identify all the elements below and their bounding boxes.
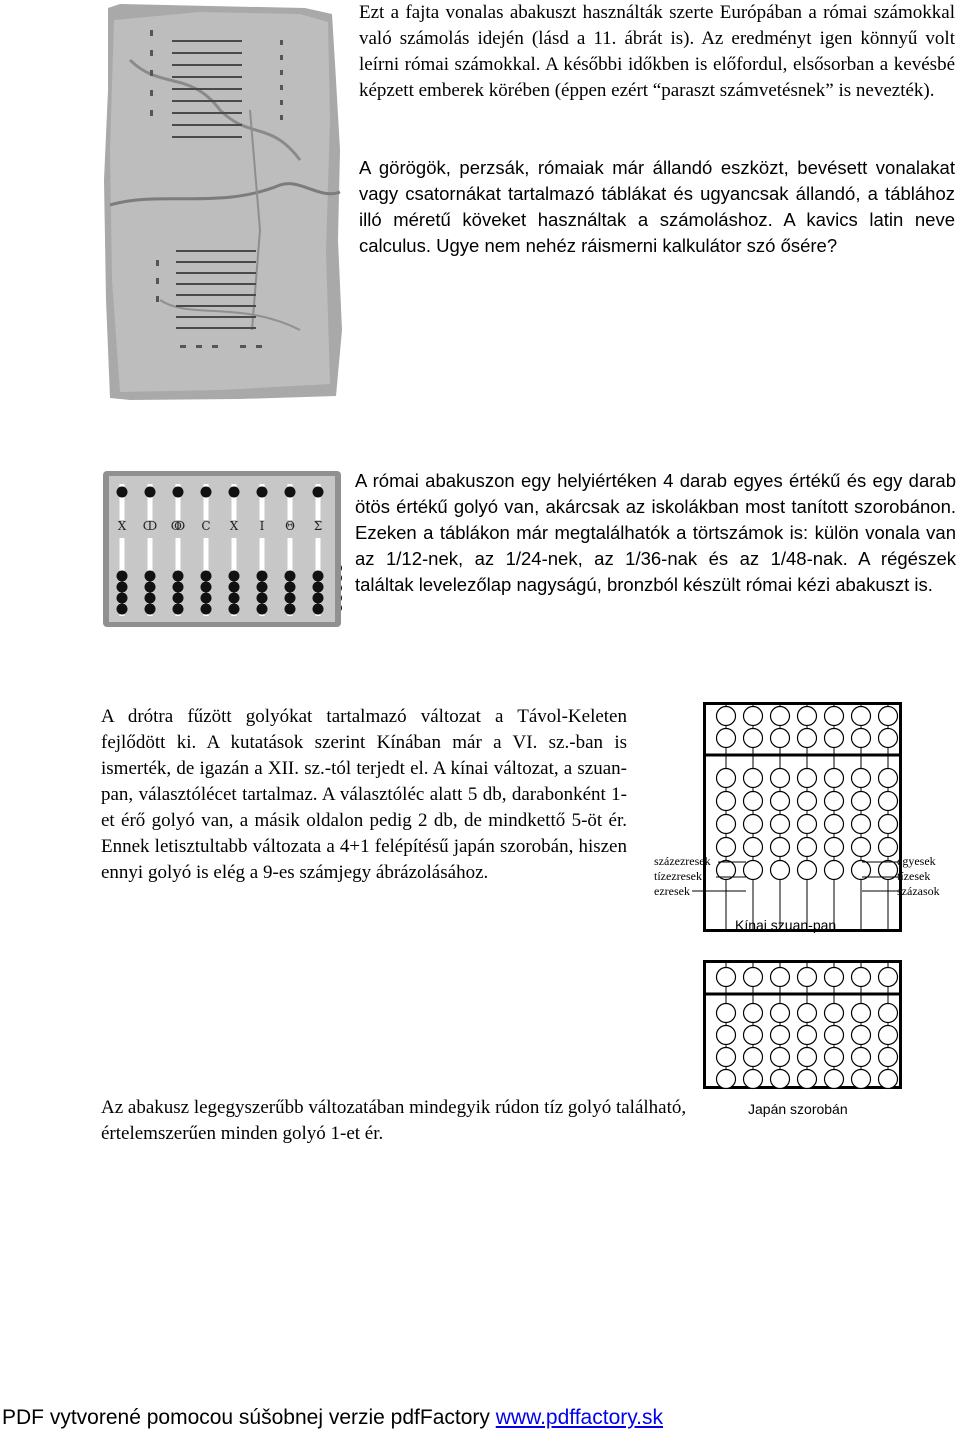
soroban-lower-bead [852,1070,871,1089]
suanpan-lower-bead [825,838,844,857]
soroban-lower-bead [771,1048,790,1067]
soroban-upper-bead [771,968,790,987]
roman-bead-one [285,593,296,604]
suanpan-lower-bead [717,815,736,834]
roman-bead-one [229,582,240,593]
suanpan-upper-bead [825,707,844,726]
label-egyesek: egyesek [897,854,936,868]
soroban-lower-bead [744,1070,763,1089]
roman-bead-one [285,571,296,582]
soroban-lower-bead [717,1004,736,1023]
soroban-lower-bead [825,1004,844,1023]
roman-bead-five [145,487,156,498]
suanpan-upper-bead [717,729,736,748]
suanpan-lower-bead [852,815,871,834]
roman-rod-symbol: ↀ [142,519,158,533]
roman-rod-symbol: Σ [313,519,323,533]
suanpan-lower-bead [717,838,736,857]
suanpan-lower-bead [798,769,817,788]
suanpan-upper-bead [879,729,898,748]
suanpan-right-labels [897,854,940,899]
soroban-lower-bead [717,1026,736,1045]
suanpan-caption: Kínai szuan-pan [735,917,837,933]
soroban-lower-bead [798,1026,817,1045]
soroban-lower-bead [798,1048,817,1067]
roman-bead-one [285,604,296,615]
suanpan-upper-bead [825,729,844,748]
roman-rod-symbol: X [229,519,239,533]
suanpan-lower-bead [825,861,844,880]
pdf-footer [2,1406,663,1430]
roman-bead-fraction [341,593,342,603]
suanpan-diagram [703,702,903,932]
paragraph-european-line-abacus: Ezt a fajta vonalas abakuszt használták szerte Európában a római számokkal való számolás idején (lásd a 11. ábrát is). Az eredményt igen könnyű volt leírni római számokkal. A későbbi időkben is előfordul, elsősorban a kevésbé képzett emberek körében (éppen ezért “paraszt számvetésnek” is nevezték). [359,2,955,101]
suanpan-lower-bead [852,769,871,788]
label-szazezresek: százezresek [654,854,711,868]
soroban-lower-bead [879,1070,898,1089]
suanpan-lower-bead [798,861,817,880]
soroban-upper-bead [717,968,736,987]
soroban-lower-bead [717,1048,736,1067]
soroban-lower-bead [798,1004,817,1023]
roman-bead-fraction [341,583,342,593]
paragraph-simplest-abacus: Az abakusz legegyszerűbb változatában mindegyik rúdon tíz golyó található, értelemszerűen minden golyó 1-et ér. [101,1097,687,1144]
footer-link[interactable]: www.pdffactory.sk [495,1406,664,1429]
suanpan-upper-bead [852,729,871,748]
paragraph-greek-persian-roman-tables: A görögök, perzsák, rómaiak már állandó eszközt, bevésett vonalakat vagy csatornákat tartalmazó táblákat és ugyancsak állandó, a táblához illó méretű köveket használtak a számoláshoz. A kavics latin neve calculus. Ugye nem nehéz ráismerni kalkulátor szó ősére? [359,157,955,256]
soroban-lower-bead [852,1004,871,1023]
roman-rod-symbol: I [259,519,265,533]
soroban-lower-bead [744,1048,763,1067]
roman-bead-one [257,604,268,615]
suanpan-lower-bead [771,838,790,857]
soroban-lower-bead [879,1004,898,1023]
roman-bead-one [313,582,324,593]
suanpan-lower-bead [771,769,790,788]
roman-rod-symbol: ↂ [170,519,186,533]
footer-text: PDF vytvorené pomocou súšobnej verzie pdfFactory [2,1406,496,1429]
soroban-lower-bead [879,1026,898,1045]
suanpan-lower-bead [744,792,763,811]
soroban-lower-bead [825,1048,844,1067]
soroban-lower-bead [879,1048,898,1067]
suanpan-upper-bead [879,707,898,726]
roman-bead-one [229,593,240,604]
suanpan-lower-bead [879,838,898,857]
roman-bead-fraction [341,573,342,583]
roman-bead-one [117,571,128,582]
label-tizesek: tízesek [897,869,931,883]
soroban-upper-bead [744,968,763,987]
roman-bead-one [201,582,212,593]
roman-bead-one [313,604,324,615]
suanpan-lower-bead [717,792,736,811]
roman-bead-five [285,487,296,498]
suanpan-lower-bead [798,838,817,857]
suanpan-upper-bead [798,729,817,748]
suanpan-lower-bead [879,815,898,834]
suanpan-lower-bead [744,815,763,834]
soroban-upper-bead [879,968,898,987]
roman-bead-fraction [341,603,342,613]
roman-bead-one [201,593,212,604]
soroban-caption: Japán szorobán [748,1101,848,1117]
roman-bead-one [229,571,240,582]
paragraph-suanpan-soroban: A drótra fűzött golyókat tartalmazó változat a Távol-Keleten fejlődött ki. A kutatások szerint Kínában már a VI. sz.-ban is ismerték, de igazán a XII. sz.-tól terjedt el. A kínai változat, a szuan-pan, választólécet tartalmaz. A választóléc alatt 5 db, darabonként 1-et érő golyó van, a másik oldalon pedig 2 db, de mindkettő 5-öt ér. Ennek letisztultabb változata a 4+1 felépítésű japán szorobán, hiszen ennyi golyó is elég a 9-es számjegy ábrázolásához. [101,706,627,883]
suanpan-upper-bead [852,707,871,726]
suanpan-lower-bead [771,861,790,880]
suanpan-lower-bead [879,792,898,811]
paragraph-roman-abacus: A római abakuszon egy helyiértéken 4 darab egyes értékű és egy darab ötös értékű golyó van, akárcsak az iskolákban most tanított szorobánon. Ezeken a táblákon már megtalálhatók a törtszámok is: külön vonala van az 1/12-nek, az 1/24-nek, az 1/36-nak és az 1/48-nak. A régészek találtak levelezőlap nagyságú, bronzból készült római kézi abakuszt is. [355,470,956,595]
soroban-lower-bead [771,1004,790,1023]
roman-bead-one [117,593,128,604]
roman-bead-one [313,571,324,582]
suanpan-upper-bead [798,707,817,726]
roman-bead-one [201,571,212,582]
soroban-upper-bead [825,968,844,987]
roman-bead-one [145,593,156,604]
roman-rod-symbol: Ⅹ [117,519,127,533]
roman-bead-one [313,593,324,604]
roman-bead-one [173,604,184,615]
suanpan-lower-bead [771,792,790,811]
roman-bead-one [257,571,268,582]
suanpan-lower-bead [825,769,844,788]
suanpan-lower-bead [852,792,871,811]
roman-bead-five [173,487,184,498]
soroban-lower-bead [717,1070,736,1089]
roman-bead-fraction [341,563,342,573]
suanpan-upper-bead [771,707,790,726]
suanpan-lower-bead [852,838,871,857]
roman-bead-one [173,582,184,593]
roman-bead-five [229,487,240,498]
roman-bead-one [201,604,212,615]
roman-rod-symbol: Θ [285,519,295,533]
soroban-lower-bead [771,1026,790,1045]
roman-bead-one [257,582,268,593]
suanpan-lower-bead [825,815,844,834]
roman-bead-one [145,582,156,593]
suanpan-upper-bead [744,729,763,748]
label-ezresek: ezresek [654,884,690,898]
soroban-lower-bead [825,1070,844,1089]
soroban-lower-bead [744,1004,763,1023]
suanpan-right-pointers [860,855,900,895]
label-szazasok: százasok [897,884,940,898]
label-tizezresek: tízezresek [654,869,702,883]
suanpan-lower-bead [744,838,763,857]
roman-bead-one [285,582,296,593]
suanpan-lower-bead [825,792,844,811]
soroban-upper-bead [852,968,871,987]
suanpan-upper-bead [771,729,790,748]
roman-bead-one [145,604,156,615]
roman-bead-five [313,487,324,498]
suanpan-lower-bead [744,769,763,788]
roman-bead-five [201,487,212,498]
roman-bead-one [173,571,184,582]
roman-bead-one [229,604,240,615]
roman-bead-five [117,487,128,498]
soroban-diagram [703,960,903,1090]
soroban-lower-bead [744,1026,763,1045]
soroban-lower-bead [825,1026,844,1045]
counting-tablet-image [100,0,345,400]
soroban-lower-bead [852,1026,871,1045]
roman-rod-symbol: C [201,519,211,533]
suanpan-lower-bead [798,815,817,834]
soroban-lower-bead [771,1070,790,1089]
roman-bead-one [173,593,184,604]
roman-bead-one [117,604,128,615]
soroban-lower-bead [798,1070,817,1089]
suanpan-upper-bead [717,707,736,726]
suanpan-upper-bead [744,707,763,726]
soroban-lower-bead [852,1048,871,1067]
roman-bead-one [117,582,128,593]
suanpan-left-pointers [688,855,748,895]
roman-bead-five [257,487,268,498]
suanpan-lower-bead [771,815,790,834]
suanpan-lower-bead [717,769,736,788]
roman-abacus-image [102,470,342,628]
suanpan-lower-bead [798,792,817,811]
suanpan-lower-bead [879,769,898,788]
soroban-upper-bead [798,968,817,987]
roman-bead-one [145,571,156,582]
roman-bead-one [257,593,268,604]
